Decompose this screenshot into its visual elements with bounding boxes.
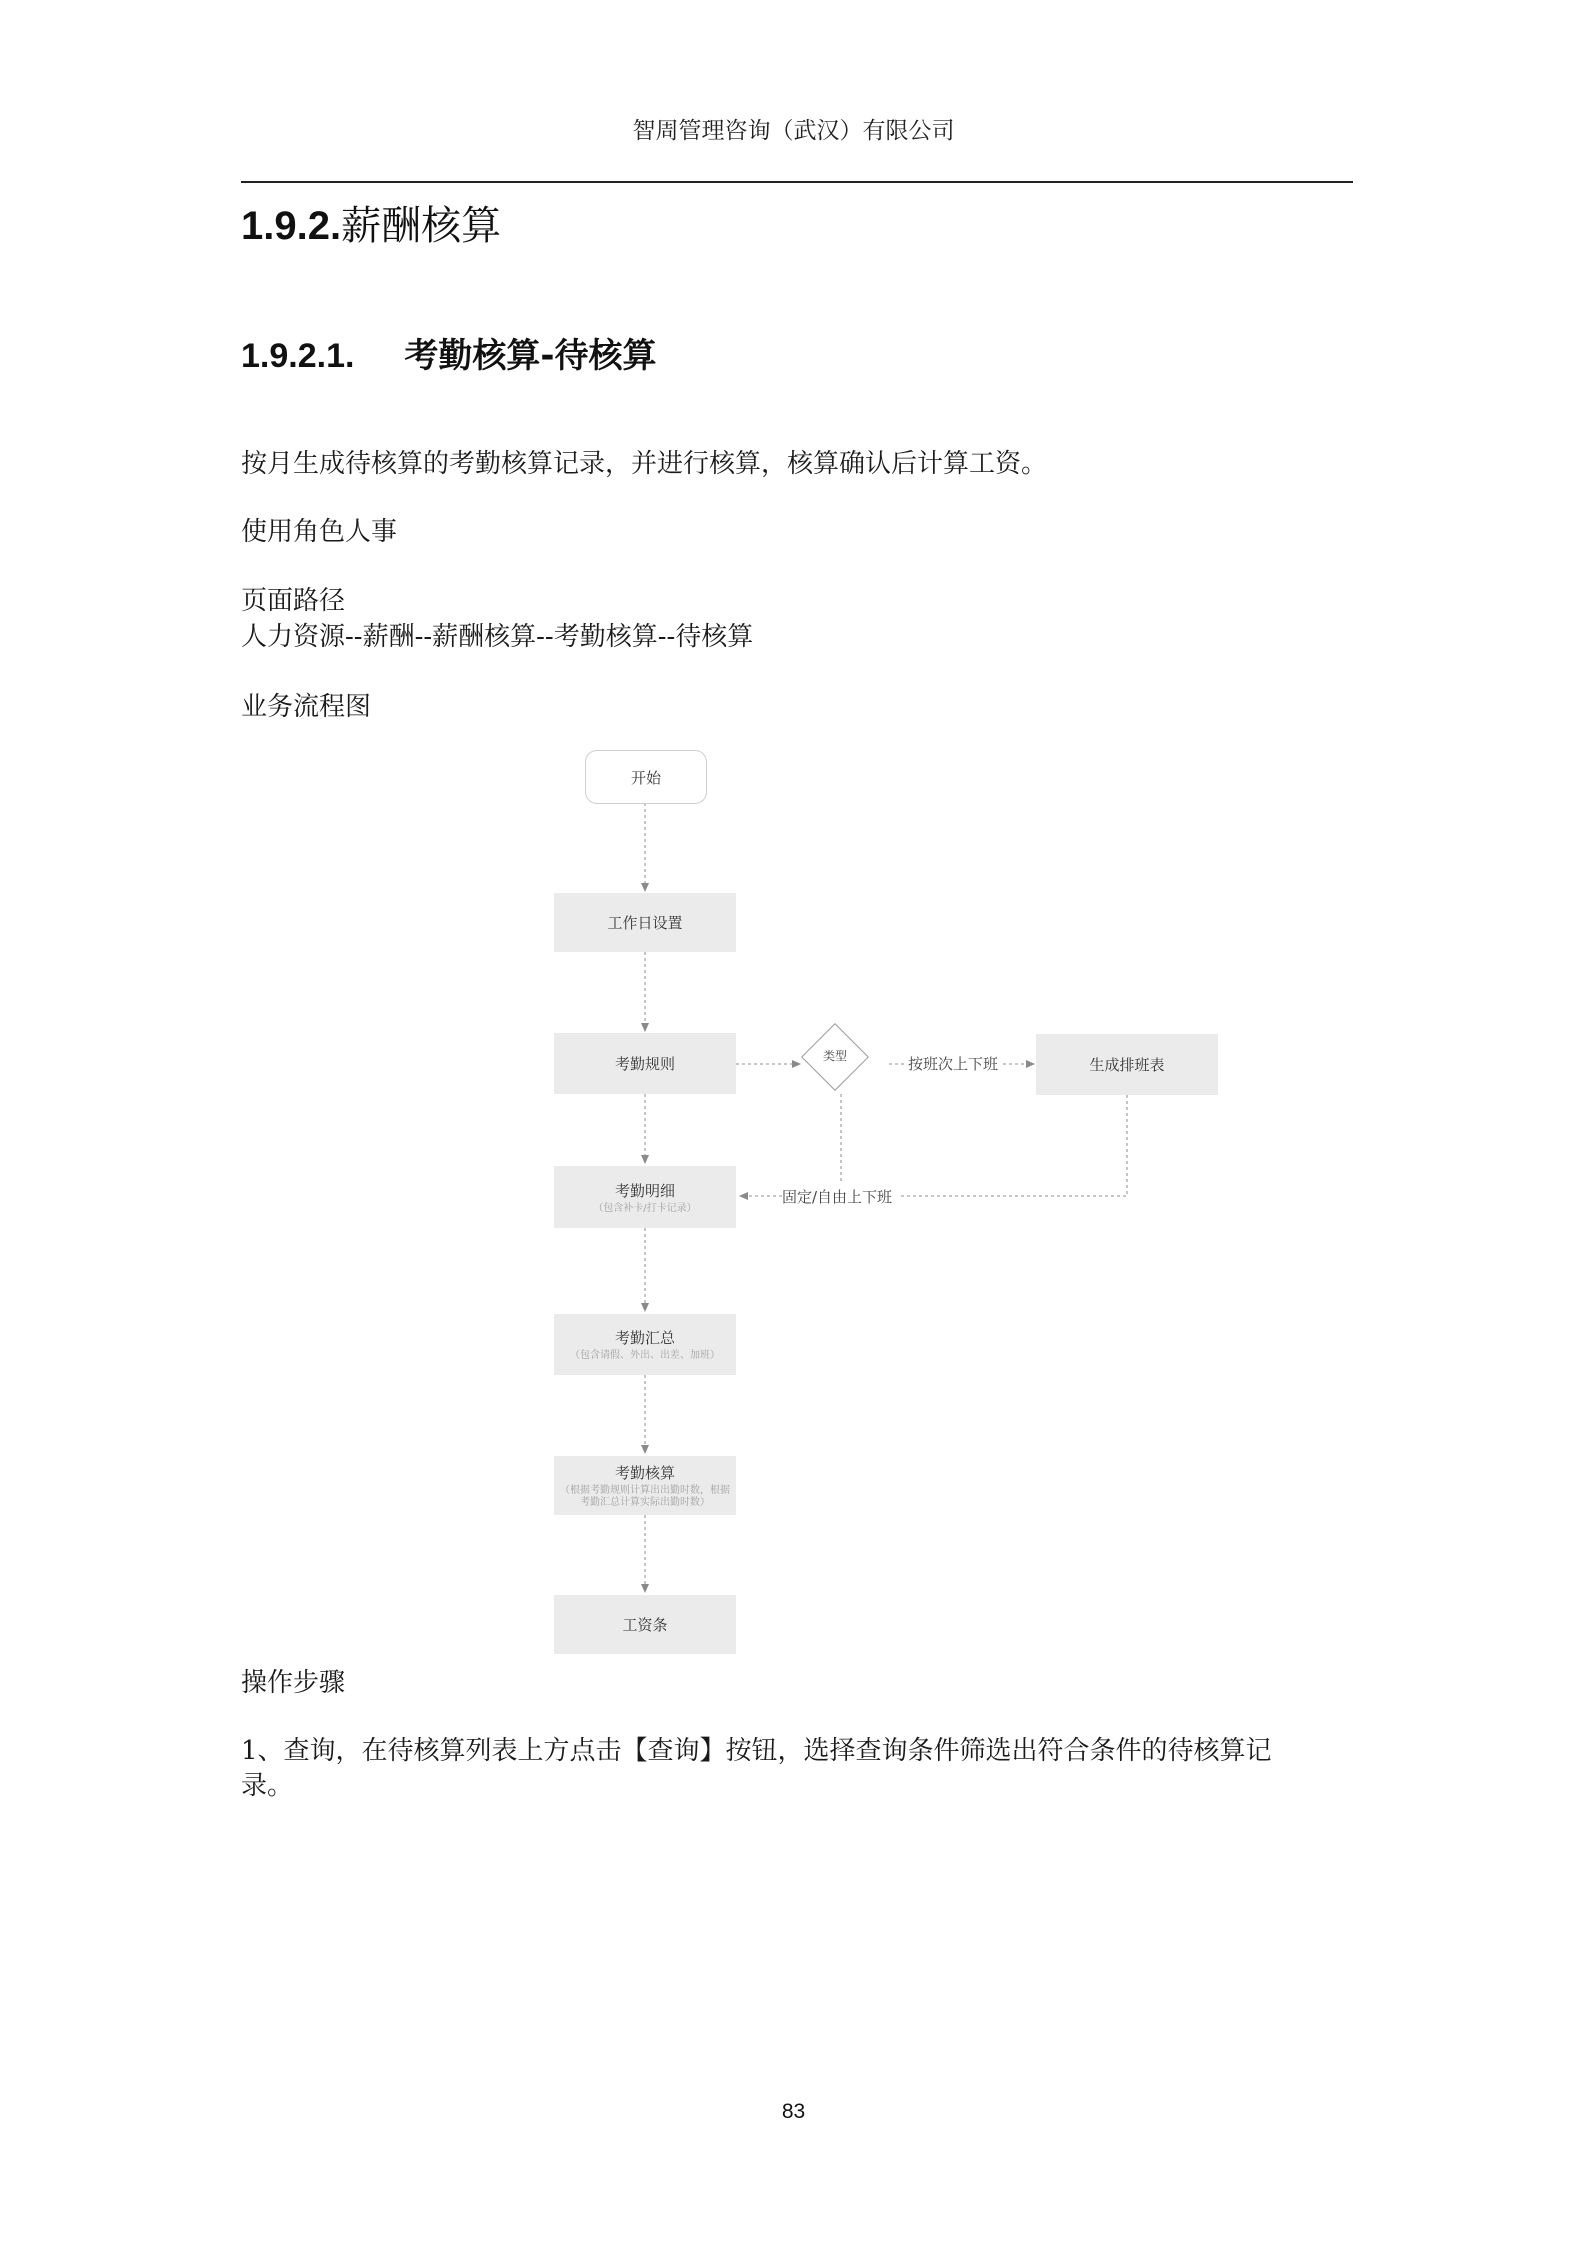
- flow-node-schedule: [1036, 1034, 1218, 1095]
- flow-decision-label: 类型: [822, 1049, 847, 1063]
- path-label: 页面路径: [241, 586, 346, 616]
- flow-node-calc-label: 考勤核算: [614, 1464, 675, 1482]
- flow-node-summary-label: 考勤汇总: [614, 1329, 675, 1347]
- section-number: 1.9.2.: [241, 204, 342, 248]
- flow-node-calc: [554, 1456, 736, 1515]
- flow-node-payslip: [554, 1595, 736, 1654]
- flow-node-calc-sub: （根据考勤规则计算出出勤时数，根据考勤汇总计算实际出勤时数）: [560, 1485, 730, 1508]
- flow-node-rules-label: 考勤规则: [614, 1055, 675, 1073]
- steps-label: 操作步骤: [241, 1668, 346, 1698]
- flow-node-summary-sub: （包含请假、外出、出差、加班）: [570, 1350, 720, 1361]
- flow-node-detail-label: 考勤明细: [614, 1181, 675, 1200]
- role-paragraph: 使用角色人事: [241, 517, 398, 547]
- flow-node-payslip-label: 工资条: [622, 1616, 668, 1634]
- flow-node-rules: [554, 1033, 736, 1094]
- section-title: 薪酬核算: [341, 203, 502, 249]
- step1-line1: 1、查询，在待核算列表上方点击【查询】按钮，选择查询条件筛选出符合条件的待核算记: [241, 1736, 1272, 1766]
- flow-node-workday-label: 工作日设置: [607, 914, 683, 932]
- flow-node-detail: [554, 1166, 736, 1228]
- intro-paragraph: 按月生成待核算的考勤核算记录，并进行核算，核算确认后计算工资。: [241, 449, 1048, 479]
- subsection-number: 1.9.2.1.: [241, 337, 355, 375]
- flow-node-workday: [554, 893, 736, 952]
- page-header: 智周管理咨询（武汉）有限公司: [632, 118, 955, 144]
- step1-line2: 录。: [241, 1771, 294, 1801]
- flow-branch-fixed: 固定/自由上下班: [782, 1188, 893, 1206]
- arrow-schedule-to-detail: [901, 1095, 1127, 1196]
- flow-node-summary: [554, 1314, 736, 1375]
- flow-node-schedule-label: 生成排班表: [1089, 1056, 1165, 1074]
- path-value: 人力资源--薪酬--薪酬核算--考勤核算--待核算: [241, 622, 754, 652]
- flow-branch-shift: 按班次上下班: [908, 1055, 999, 1073]
- flow-start-node: 开始: [585, 750, 707, 804]
- page-number: 83: [781, 2100, 806, 2123]
- flow-node-detail-sub: （包含补卡/打卡记录）: [593, 1202, 697, 1214]
- subsection-title: 考勤核算-待核算: [404, 336, 657, 376]
- flow-label: 业务流程图: [241, 692, 372, 722]
